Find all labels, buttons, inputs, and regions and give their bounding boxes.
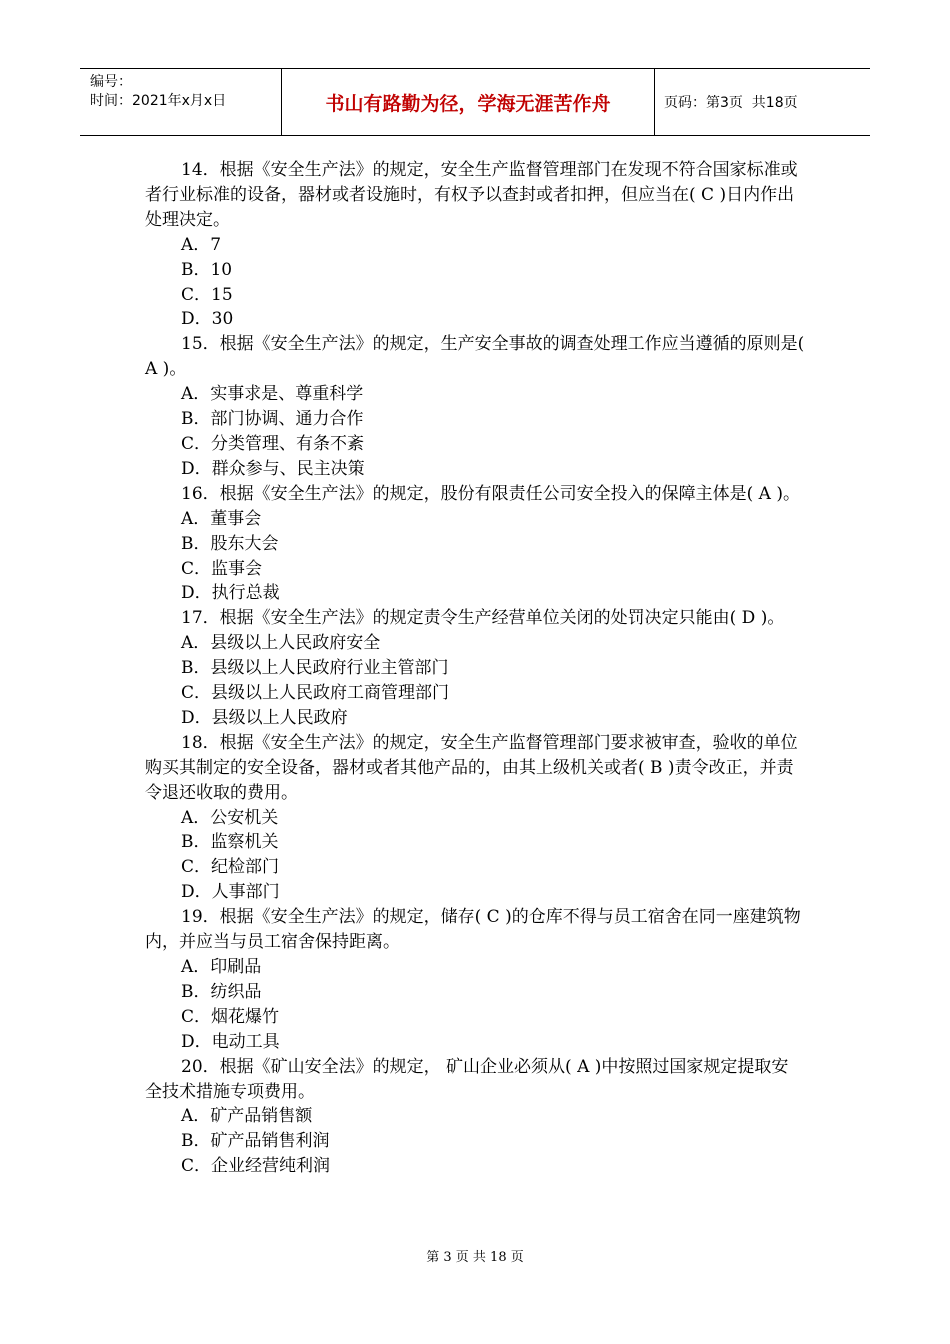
question-option: C．15 — [181, 284, 233, 305]
header-motto: 书山有路勤为径，学海无涯苦作舟 — [282, 69, 655, 135]
question-option: B．县级以上人民政府行业主管部门 — [181, 658, 449, 679]
header-meta — [80, 69, 282, 135]
question-option: D．30 — [181, 309, 234, 330]
question-option: A．印刷品 — [181, 957, 262, 977]
question-option: D．执行总裁 — [181, 583, 280, 604]
question-option: A．公安机关 — [181, 807, 279, 828]
question-stem: 15．根据《安全生产法》的规定，生产安全事故的调查处理工作应当遵循的原则是( A )。 — [145, 334, 805, 380]
question-stem: 18．根据《安全生产法》的规定，安全生产监督管理部门要求被审查，验收的单位购买其制定的安全设备，器材或者其他产品的，由其上级机关或者( B )责令改正，并责令退还收取的费用。 — [145, 732, 798, 803]
question-option: C．企业经营纯利润 — [181, 1156, 331, 1177]
header-page-info-text: 页码：第3页 共18页 — [664, 95, 798, 111]
question-option: A．实事求是、尊重科学 — [181, 384, 364, 405]
question-option: C．分类管理、有条不紊 — [181, 433, 365, 454]
question-option: B．矿产品销售利润 — [181, 1131, 330, 1152]
question-option: A．董事会 — [181, 508, 262, 529]
question-stem: 20．根据《矿山安全法》的规定， 矿山企业必须从( A )中按照过国家规定提取安全技术措施专项费用。 — [145, 1056, 789, 1102]
question-option: D．县级以上人民政府 — [181, 707, 348, 728]
question-option: B．10 — [181, 259, 233, 280]
question-option: D．人事部门 — [181, 882, 280, 903]
question-stem: 19．根据《安全生产法》的规定，储存( C )的仓库不得与员工宿舍在同一座建筑物内，并应当与员工宿舍保持距离。 — [145, 907, 801, 953]
question-option: C．烟花爆竹 — [181, 1006, 280, 1027]
question-option: B．股东大会 — [181, 533, 279, 554]
question-stem: 14．根据《安全生产法》的规定，安全生产监督管理部门在发现不符合国家标准或者行业标准的设备，器材或者设施时，有权予以查封或者扣押，但应当在( C )日内作出处理决定。 — [145, 160, 798, 230]
question-option: C．监事会 — [181, 558, 263, 579]
question-option: C．县级以上人民政府工商管理部门 — [181, 683, 450, 704]
question-option: B．纺织品 — [181, 981, 262, 1002]
question-option: D．电动工具 — [181, 1031, 280, 1052]
page-header — [80, 68, 870, 136]
document-number-label: 编号： — [90, 74, 132, 90]
question-option: A．县级以上人民政府安全 — [181, 633, 381, 654]
question-option: A．矿产品销售额 — [181, 1106, 313, 1127]
question-stem: 17．根据《安全生产法》的规定责令生产经营单位关闭的处罚决定只能由( D )。 — [181, 608, 785, 629]
header-page-info — [655, 69, 870, 135]
question-option: B．部门协调、通力合作 — [181, 409, 364, 430]
document-time-label: 时间：2021年x月x日 — [90, 93, 227, 109]
question-option: C．纪检部门 — [181, 857, 280, 878]
page-footer: 第 3 页 共 18 页 — [426, 1250, 524, 1265]
question-option: A．7 — [181, 234, 222, 255]
question-list — [145, 158, 805, 1179]
question-stem: 16．根据《安全生产法》的规定，股份有限责任公司安全投入的保障主体是( A )。 — [181, 483, 800, 504]
question-option: D．群众参与、民主决策 — [181, 458, 365, 479]
question-option: B．监察机关 — [181, 832, 279, 853]
